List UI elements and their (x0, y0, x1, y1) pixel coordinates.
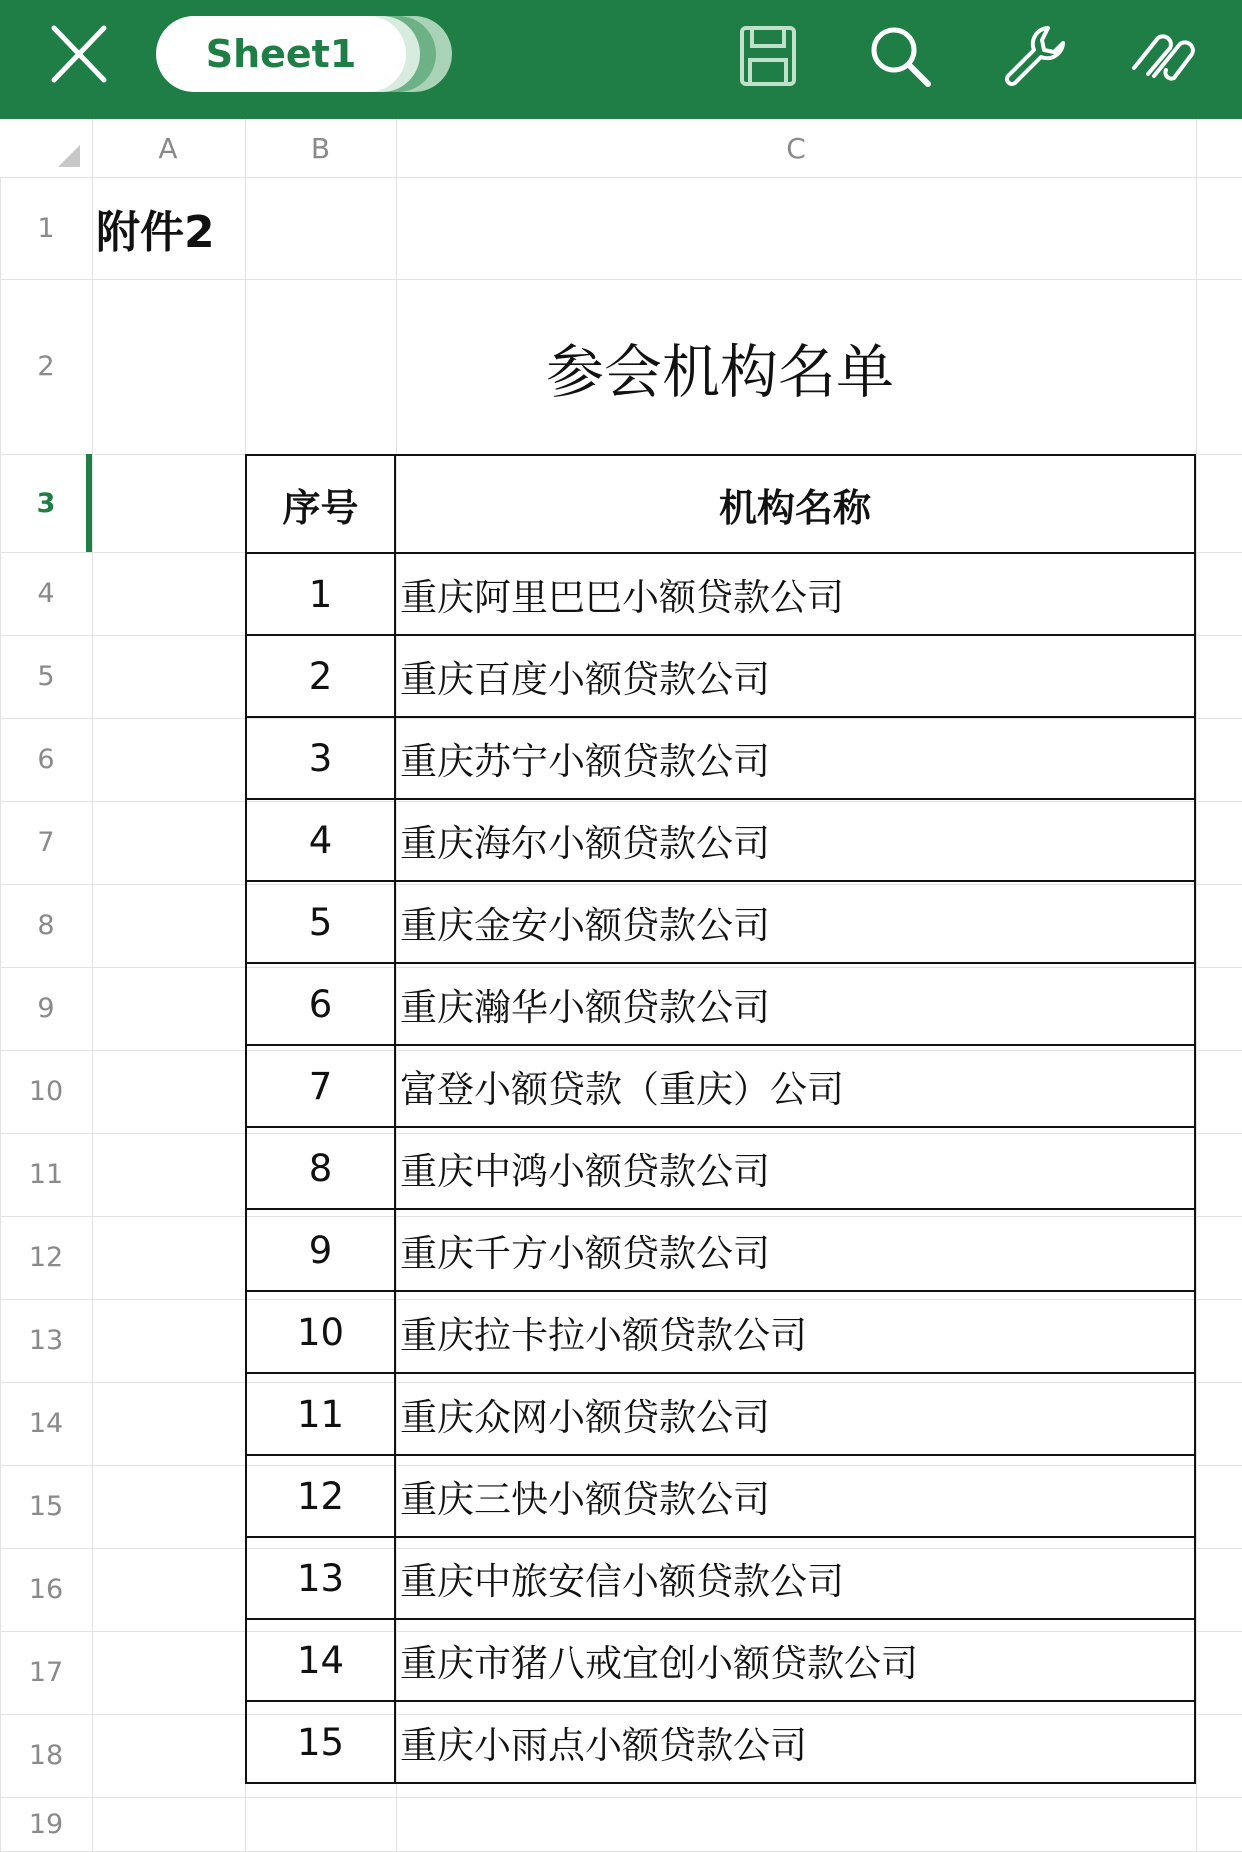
table-row (246, 717, 1195, 799)
active-row-indicator (86, 454, 92, 552)
table-row (246, 963, 1195, 1045)
cell-seq[interactable]: 6 (246, 963, 395, 1045)
column-header-a[interactable]: A (158, 131, 178, 165)
table-row (246, 635, 1195, 717)
cell-seq[interactable]: 12 (246, 1455, 395, 1537)
cell-institution-name[interactable]: 重庆阿里巴巴小额贷款公司 (395, 553, 1195, 635)
close-button[interactable] (40, 20, 120, 90)
row-header[interactable]: 13 (28, 1325, 64, 1356)
cell-institution-name[interactable]: 重庆众网小额贷款公司 (395, 1373, 1195, 1455)
table-row (246, 553, 1195, 635)
row-header[interactable]: 12 (28, 1242, 64, 1273)
toolbar (0, 0, 1242, 119)
row-header[interactable]: 8 (37, 910, 55, 941)
cell-institution-name[interactable]: 重庆苏宁小额贷款公司 (395, 717, 1195, 799)
cell-seq[interactable]: 3 (246, 717, 395, 799)
cell-seq[interactable]: 7 (246, 1045, 395, 1127)
spreadsheet-grid (0, 119, 1242, 1851)
table-row (246, 1455, 1195, 1537)
cell-institution-name[interactable]: 富登小额贷款（重庆）公司 (395, 1045, 1195, 1127)
header-seq[interactable]: 序号 (246, 455, 395, 553)
table-row (246, 1619, 1195, 1701)
cell-seq[interactable]: 5 (246, 881, 395, 963)
column-header-b[interactable]: B (310, 131, 331, 165)
cell-seq[interactable]: 11 (246, 1373, 395, 1455)
row-header[interactable]: 19 (28, 1808, 64, 1840)
cell-institution-name[interactable]: 重庆小雨点小额贷款公司 (395, 1701, 1195, 1783)
table-row (246, 881, 1195, 963)
sheet-title[interactable]: 参会机构名单 (545, 338, 894, 406)
cell-institution-name[interactable]: 重庆百度小额贷款公司 (395, 635, 1195, 717)
cell-institution-name[interactable]: 重庆三快小额贷款公司 (395, 1455, 1195, 1537)
cell-seq[interactable]: 15 (246, 1701, 395, 1783)
row-header[interactable]: 4 (37, 578, 55, 609)
select-all-corner-icon[interactable] (58, 145, 80, 167)
table-row (246, 1209, 1195, 1291)
row-header[interactable]: 9 (37, 993, 55, 1024)
cell-seq[interactable]: 8 (246, 1127, 395, 1209)
cell-institution-name[interactable]: 重庆拉卡拉小额贷款公司 (395, 1291, 1195, 1373)
row-header[interactable]: 2 (37, 351, 55, 382)
cell-institution-name[interactable]: 重庆中旅安信小额贷款公司 (395, 1537, 1195, 1619)
row-header[interactable]: 7 (37, 827, 55, 858)
search-button[interactable] (862, 18, 938, 94)
close-icon (40, 20, 120, 90)
row-header[interactable]: 18 (28, 1740, 64, 1771)
draw-button[interactable] (1128, 18, 1204, 94)
wrench-icon (996, 18, 1072, 94)
column-gridline (0, 177, 1, 1851)
table-row (246, 1701, 1195, 1783)
row-gridline (0, 1797, 1242, 1798)
row-header[interactable]: 11 (28, 1159, 64, 1190)
cell-seq[interactable]: 13 (246, 1537, 395, 1619)
header-name[interactable]: 机构名称 (395, 455, 1195, 553)
cell-seq[interactable]: 1 (246, 553, 395, 635)
save-button[interactable] (730, 18, 806, 94)
cell-institution-name[interactable]: 重庆千方小额贷款公司 (395, 1209, 1195, 1291)
cell-institution-name[interactable]: 重庆海尔小额贷款公司 (395, 799, 1195, 881)
row-header[interactable]: 3 (36, 487, 56, 519)
pen-icon (1128, 18, 1204, 94)
cell-institution-name[interactable]: 重庆市猪八戒宜创小额贷款公司 (395, 1619, 1195, 1701)
column-gridline (1196, 119, 1197, 1851)
row-header[interactable]: 14 (28, 1408, 64, 1439)
cell-seq[interactable]: 4 (246, 799, 395, 881)
table-row (246, 1373, 1195, 1455)
row-header[interactable]: 1 (37, 212, 55, 244)
cell-seq[interactable]: 14 (246, 1619, 395, 1701)
cell-institution-name[interactable]: 重庆中鸿小额贷款公司 (395, 1127, 1195, 1209)
save-icon (730, 18, 806, 94)
sheet-tab-group (156, 16, 456, 92)
column-gridline (92, 119, 93, 1851)
table-header-row (246, 455, 1195, 553)
data-table (245, 454, 1196, 1784)
tools-button[interactable] (996, 18, 1072, 94)
row-header[interactable]: 15 (28, 1491, 64, 1522)
cell-seq[interactable]: 9 (246, 1209, 395, 1291)
table-row (246, 1045, 1195, 1127)
cell-seq[interactable]: 2 (246, 635, 395, 717)
cell-seq[interactable]: 10 (246, 1291, 395, 1373)
row-header[interactable]: 6 (37, 744, 55, 775)
search-icon (862, 18, 938, 94)
cell-institution-name[interactable]: 重庆金安小额贷款公司 (395, 881, 1195, 963)
cell-a1[interactable]: 附件2 (96, 207, 215, 258)
table-row (246, 1291, 1195, 1373)
row-header[interactable]: 17 (28, 1657, 64, 1688)
cell-institution-name[interactable]: 重庆瀚华小额贷款公司 (395, 963, 1195, 1045)
table-row (246, 799, 1195, 881)
table-row (246, 1537, 1195, 1619)
table-row (246, 1127, 1195, 1209)
row-header[interactable]: 10 (28, 1076, 64, 1107)
sheet-tab[interactable]: Sheet1 (156, 16, 406, 92)
row-header[interactable]: 16 (28, 1574, 64, 1605)
column-header-c[interactable]: C (786, 131, 806, 165)
row-header[interactable]: 5 (37, 661, 55, 692)
